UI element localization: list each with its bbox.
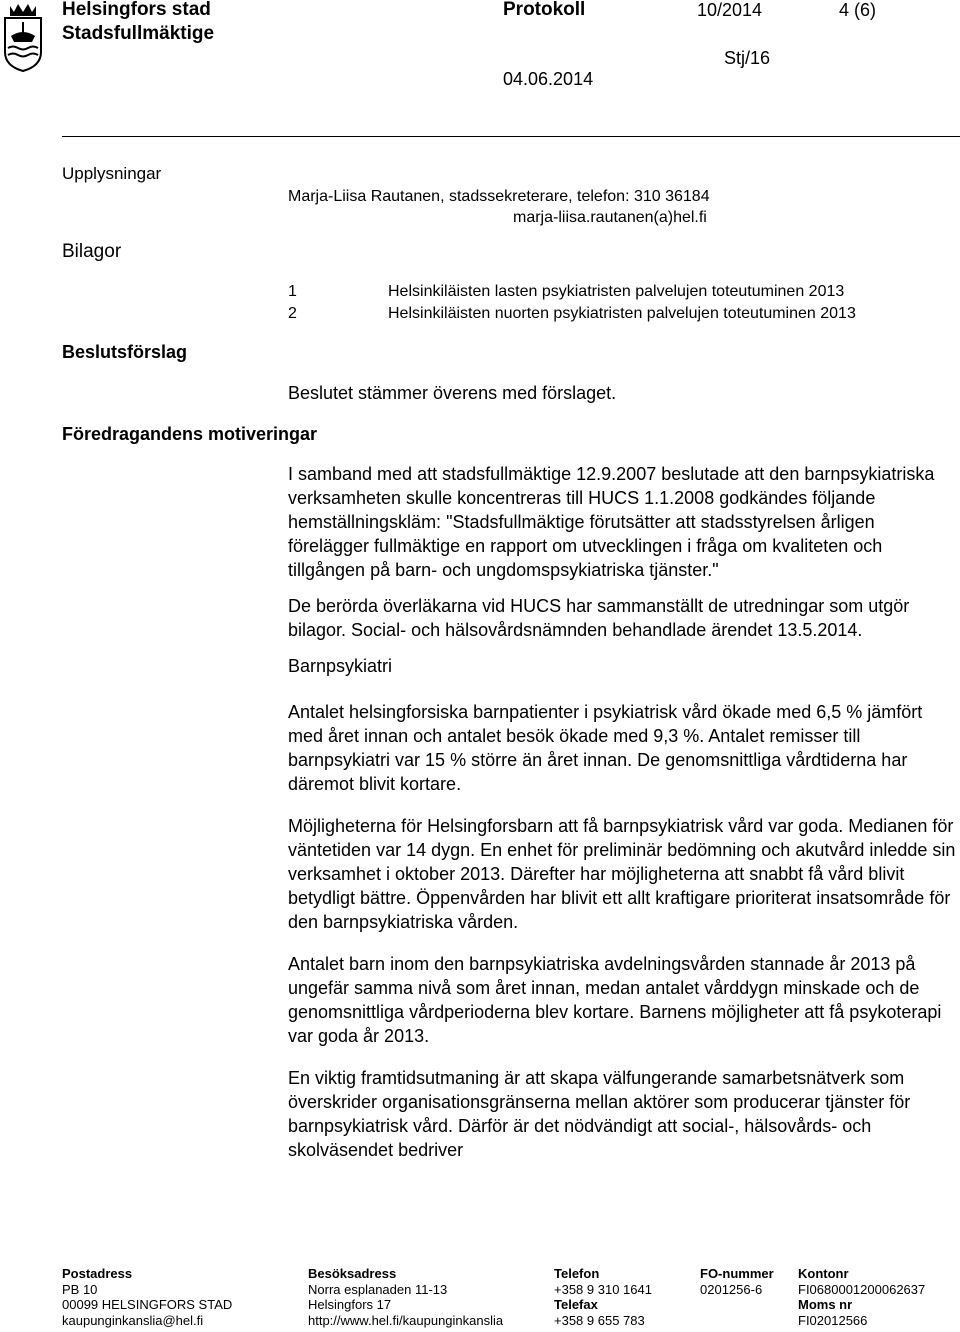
- motivation-body: [288, 462, 958, 1162]
- footer-line: PB 10: [62, 1281, 98, 1297]
- organization-name: Helsingfors stad: [62, 0, 211, 20]
- paragraph: Möjligheterna för Helsingforsbarn att få barnpsykiatrisk vård var goda. Medianen för väntetiden var 14 dygn. En enhet för preliminär bedömning och akutvård inledde sin verksamhet i oktober 2013. Därefter har möjligheterna att snabbt få vård blivit betydligt bättre. Öppenvården har blivit ett allt kraftigare prioriterat insatsområde för den barnpsykiatriska vården.: [288, 816, 956, 932]
- footer-heading: Besöksadress: [308, 1266, 397, 1281]
- footer-heading: Kontonr: [798, 1266, 849, 1281]
- footer-line: Helsingfors 17: [308, 1297, 392, 1312]
- footer-account: [798, 1266, 925, 1328]
- footer-phone: [554, 1266, 652, 1328]
- case-number: Stj/16: [724, 48, 771, 68]
- paragraph: Antalet helsingforsiska barnpatienter i psykiatrisk vård ökade med 6,5 % jämfört med året innan och antalet besök ökade med 9,3 %. Antalet remisser till barnpsykiatri var 15 % större än året innan. De genomsnittliga vårdtiderna har däremot blivit kortare.: [288, 702, 923, 794]
- page-number: 4 (6): [839, 0, 877, 20]
- contact-email: marja-liisa.rautanen(a)hel.fi: [513, 209, 707, 226]
- attachment-item[interactable]: [288, 303, 856, 325]
- header-divider: [62, 136, 960, 137]
- footer-line: FI02012566: [798, 1312, 868, 1328]
- footer-heading: Telefax: [554, 1297, 598, 1312]
- meeting-date: 04.06.2014: [503, 69, 594, 89]
- attachment-number: 1: [288, 283, 297, 300]
- attachment-title: Helsinkiläisten lasten psykiatristen palvelujen toteutuminen 2013: [388, 283, 845, 300]
- attachment-number: 2: [288, 305, 297, 322]
- footer-business-id: [700, 1266, 774, 1297]
- proposal-text: Beslutet stämmer överens med förslaget.: [288, 383, 617, 403]
- attachment-item[interactable]: [288, 281, 856, 303]
- footer-heading: Postadress: [62, 1266, 133, 1281]
- footer-postal-address: [62, 1266, 232, 1328]
- paragraph: Antalet barn inom den barnpsykiatriska avdelningsvården stannade år 2013 på ungefär samma nivå som året innan, medan antalet vårddygn minskade och de genomsnittliga vårdperioderna blev kortare. Barnens möjligheter att få psykoterapi var goda år 2013.: [288, 954, 942, 1046]
- protocol-number: 10/2014: [697, 0, 763, 20]
- footer-heading: FO-nummer: [700, 1266, 774, 1281]
- footer-line: 0201256-6: [700, 1281, 763, 1297]
- document-type: Protokoll: [503, 0, 586, 20]
- attachment-title: Helsinkiläisten nuorten psykiatristen palvelujen toteutuminen 2013: [388, 305, 856, 322]
- contact-person: Marja-Liisa Rautanen, stadssekreterare, telefon: 310 36184: [288, 188, 710, 205]
- helsinki-coat-of-arms-logo: [2, 0, 44, 72]
- footer-line: Norra esplanaden 11-13: [308, 1281, 448, 1297]
- body-name: Stadsfullmäktige: [62, 23, 215, 44]
- footer-line: 00099 HELSINGFORS STAD: [62, 1297, 233, 1312]
- footer-heading: Telefon: [554, 1266, 600, 1281]
- footer-heading: Moms nr: [798, 1297, 853, 1312]
- section-heading: Barnpsykiatri: [288, 656, 393, 676]
- footer-line: FI0680001200062637: [798, 1281, 926, 1297]
- label-beslutsforslag: Beslutsförslag: [62, 342, 188, 362]
- footer-visiting-address: [308, 1266, 503, 1328]
- footer-line: +358 9 655 783: [554, 1312, 645, 1328]
- label-bilagor: Bilagor: [62, 241, 122, 262]
- contact-info: [288, 186, 710, 228]
- paragraph: De berörda överläkarna vid HUCS har sammanställt de utredningar som utgör bilagor. Social- och hälsovårdsnämnden behandlade ärendet 13.5.2014.: [288, 596, 910, 640]
- footer-email-link[interactable]: kaupunginkanslia@hel.fi: [62, 1312, 204, 1328]
- label-motiveringar: Föredragandens motiveringar: [62, 424, 318, 444]
- paragraph: I samband med att stadsfullmäktige 12.9.2007 beslutade att den barnpsykiatriska verksamheten skulle koncentreras till HUCS 1.1.2008 godkändes följande hemställningskläm: "Stadsfullmäktige förutsätter att stadsstyrelsen årligen förelägger fullmäktige en rapport om utvecklingen i fråga om kvaliteten och tillgången på barn- och ungdomspsykiatriska tjänster.": [288, 464, 935, 580]
- footer-web-link[interactable]: http://www.hel.fi/kaupunginkanslia: [308, 1312, 504, 1328]
- attachment-list: [288, 281, 856, 325]
- label-upplysningar: Upplysningar: [62, 164, 162, 183]
- paragraph: En viktig framtidsutmaning är att skapa välfungerande samarbetsnätverk som överskrider organisationsgränserna mellan aktörer som producerar tjänster för barnpsykiatrisk vård. Därför är det nödvändigt att social-, hälsovårds- och skolväsendet bedriver: [288, 1068, 911, 1160]
- footer-line: +358 9 310 1641: [554, 1281, 652, 1297]
